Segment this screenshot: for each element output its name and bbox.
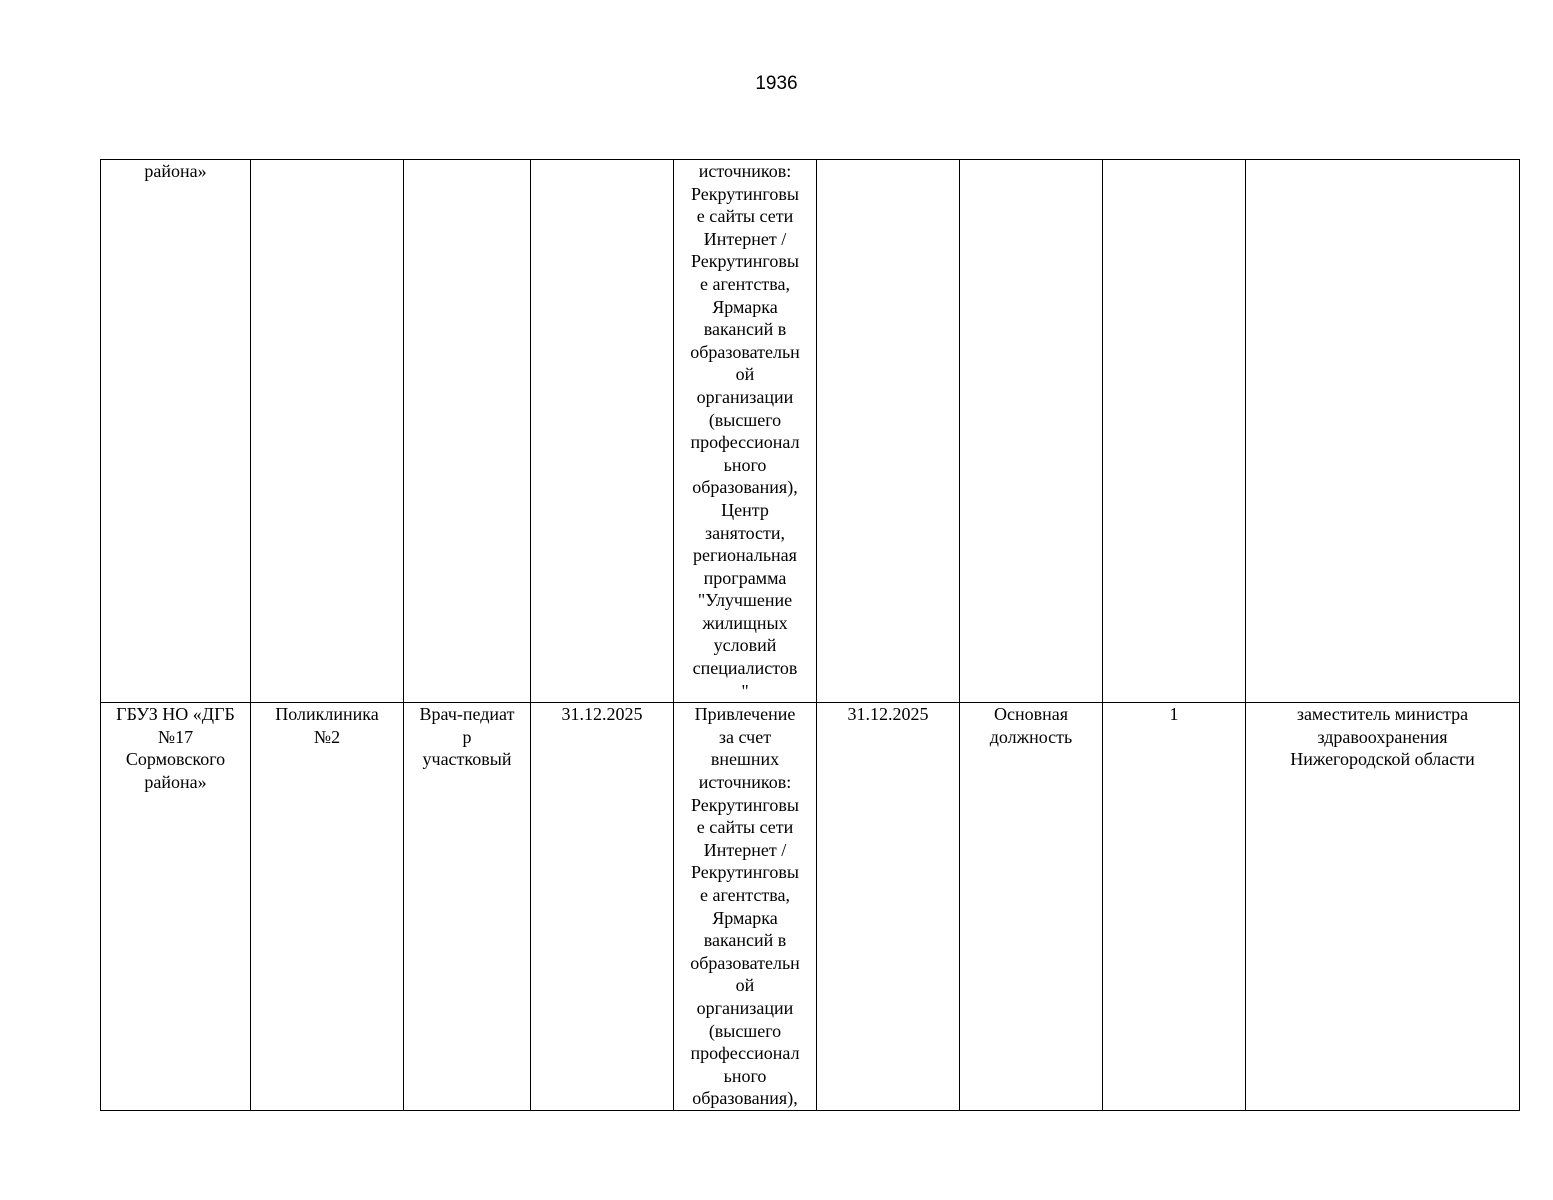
count-cell bbox=[1103, 160, 1246, 703]
table-row bbox=[101, 703, 1520, 1111]
organization-cell: ГБУЗ НО «ДГБ №17 Сормовского района» bbox=[101, 703, 251, 1111]
position-type-cell: Основная должность bbox=[960, 703, 1103, 1111]
responsible-cell bbox=[1246, 160, 1520, 703]
date-cell bbox=[531, 160, 674, 703]
deadline-cell: 31.12.2025 bbox=[817, 703, 960, 1111]
measures-cell: источников: Рекрутинговы е сайты сети Интернет / Рекрутинговы е агентства, Ярмарка вакансий в образовательн ой организации (высшего профессионал ьного образования), Центр занятости, региональная программа "Улучшение жилищных условий специалистов " bbox=[674, 160, 817, 703]
measures-cell: Привлечение за счет внешних источников: Рекрутинговы е сайты сети Интернет / Рекрутинговы е агентства, Ярмарка вакансий в образовательн ой организации (высшего профессионал ьного образования), bbox=[674, 703, 817, 1111]
responsible-cell: заместитель министра здравоохранения Нижегородской области bbox=[1246, 703, 1520, 1111]
position-cell bbox=[404, 160, 531, 703]
staffing-table bbox=[100, 159, 1520, 1111]
page-number: 1936 bbox=[755, 73, 798, 94]
position-cell: Врач-педиат р участковый bbox=[404, 703, 531, 1111]
table-row bbox=[101, 160, 1520, 703]
organization-cell: района» bbox=[101, 160, 251, 703]
date-cell: 31.12.2025 bbox=[531, 703, 674, 1111]
count-cell: 1 bbox=[1103, 703, 1246, 1111]
position-type-cell bbox=[960, 160, 1103, 703]
department-cell bbox=[251, 160, 404, 703]
department-cell: Поликлиника №2 bbox=[251, 703, 404, 1111]
deadline-cell bbox=[817, 160, 960, 703]
